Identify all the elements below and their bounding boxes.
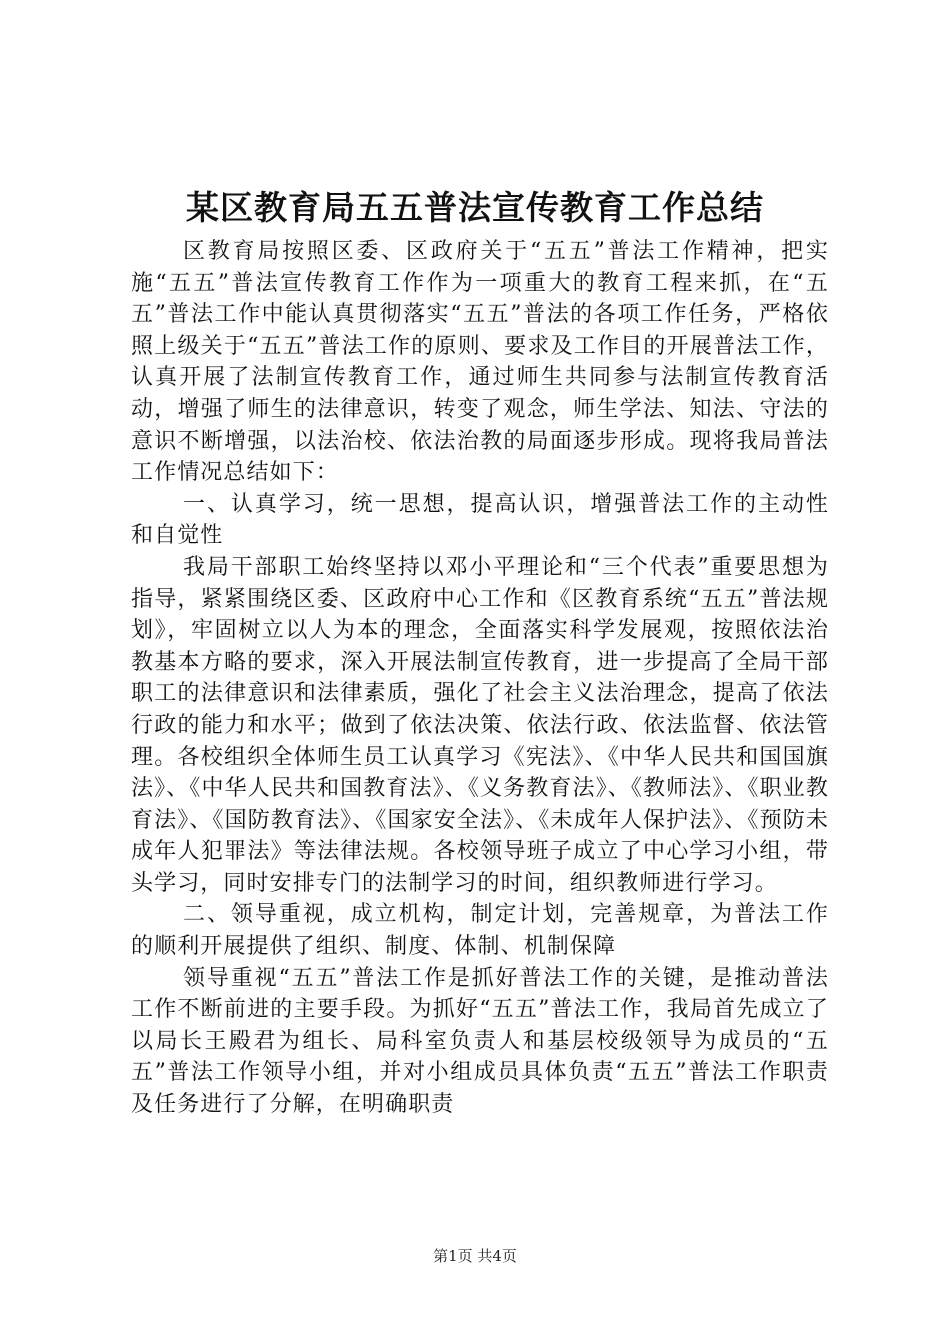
intro-paragraph: 区教育局按照区委、区政府关于“五五”普法工作精神，把实施“五五”普法宣传教育工作作为一项重大的教育工程来抓，在“五五”普法工作中能认真贯彻落实“五五”普法的各项工作任务，严格依照上级关于“五五”普法工作的原则、要求及工作目的开展普法工作，认真开展了法制宣传教育工作，通过师生共同参与法制宣传教育活动，增强了师生的法律意识，转变了观念，师生学法、知法、守法的意识不断增强，以法治校、依法治教的局面逐步形成。现将我局普法工作情况总结如下： (131, 239, 829, 486)
section-2-paragraph: 领导重视“五五”普法工作是抓好普法工作的关键，是推动普法工作不断前进的主要手段。为抓好“五五”普法工作，我局首先成立了以局长王殿君为组长、局科室负责人和基层校级领导为成员的“五五”普法工作领导小组，并对小组成员具体负责“五五”普法工作职责及任务进行了分解，在明确职责 (131, 965, 829, 1118)
document-title: 某区教育局五五普法宣传教育工作总结 (186, 188, 764, 227)
document-body (131, 236, 829, 1121)
section-heading-2: 二、领导重视，成立机构，制定计划，完善规章，为普法工作的顺利开展提供了组织、制度、体制、机制保障 (131, 902, 829, 960)
page-footer: 第1页 共4页 (433, 1247, 517, 1265)
section-1-paragraph: 我局干部职工始终坚持以邓小平理论和“三个代表”重要思想为指导，紧紧围绕区委、区政府中心工作和《区教育系统“五五”普法规划》，牢固树立以人为本的理念，全面落实科学发展观，按照依法治教基本方略的要求，深入开展法制宣传教育，进一步提高了全局干部职工的法律意识和法律素质，强化了社会主义法治理念，提高了依法行政的能力和水平；做到了依法决策、依法行政、依法监督、依法管理。各校组织全体师生员工认真学习《宪法》、《中华人民共和国国旗法》、《中华人民共和国教育法》、《义务教育法》、《教师法》、《职业教育法》、《国防教育法》、《国家安全法》、《未成年人保护法》、《预防未成年人犯罪法》等法律法规。各校领导班子成立了中心学习小组，带头学习，同时安排专门的法制学习的时间，组织教师进行学习。 (131, 554, 829, 896)
section-heading-1: 一、认真学习，统一思想，提高认识，增强普法工作的主动性和自觉性 (131, 491, 829, 549)
